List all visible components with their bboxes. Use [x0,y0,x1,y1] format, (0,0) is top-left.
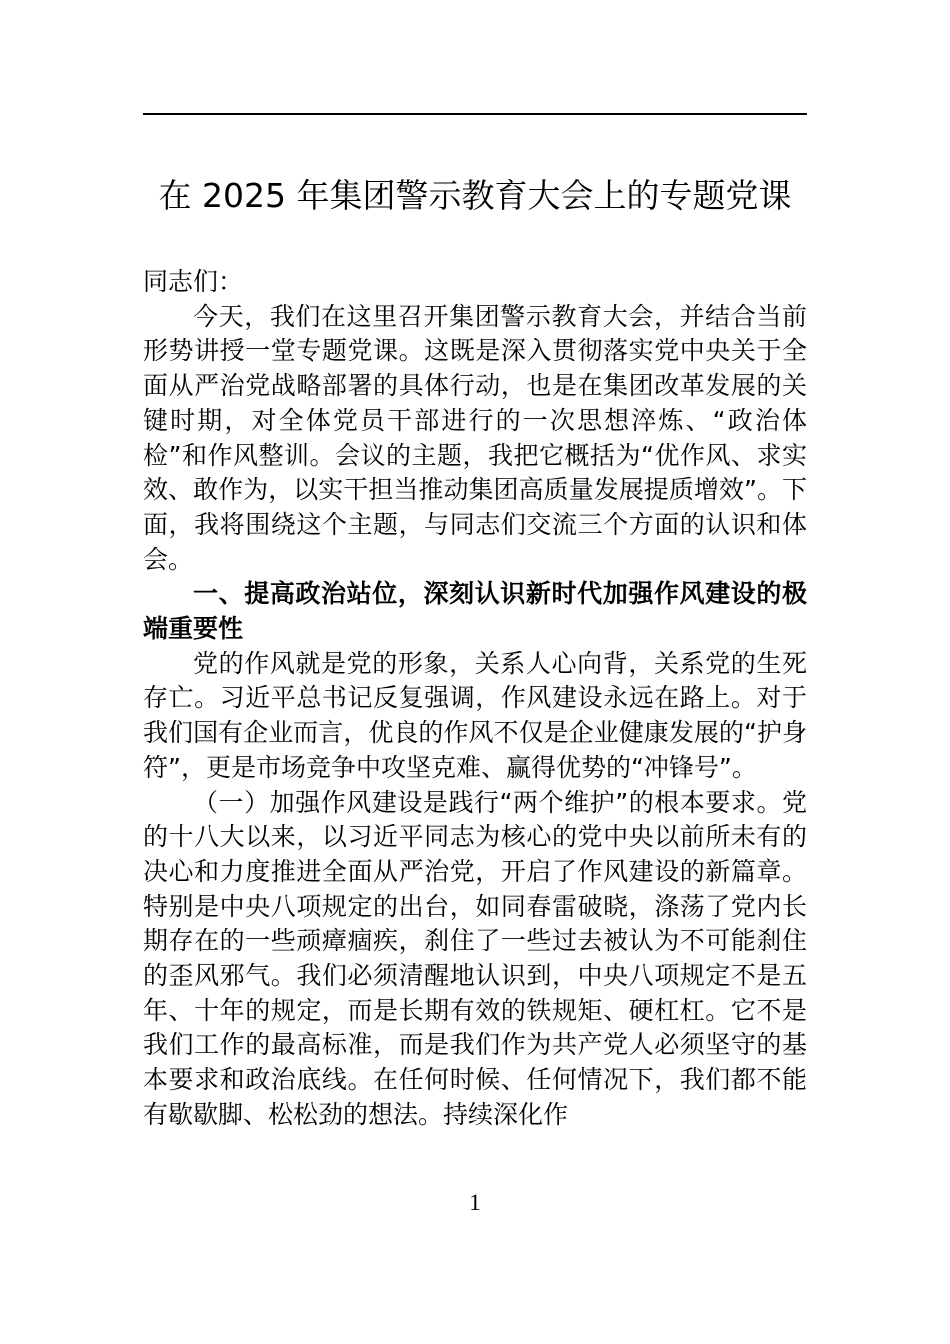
paragraph-subsection-1: （一）加强作风建设是践行“两个维护”的根本要求。党的十八大以来，以习近平同志为核心的党中央以前所未有的决心和力度推进全面从严治党，开启了作风建设的新篇章。特别是中央八项规定的出台，如同春雷破晓，涤荡了党内长期存在的一些顽瘴痼疾，刹住了一些过去被认为不可能刹住的歪风邪气。我们必须清醒地认识到，中央八项规定不是五年、十年的规定，而是长期有效的铁规矩、硬杠杠。它不是我们工作的最高标准，而是我们作为共产党人必须坚守的基本要求和政治底线。在任何时候、任何情况下，我们都不能有歇歇脚、松松劲的想法。持续深化作 [143,787,807,1129]
salutation: 同志们： [143,267,244,296]
document-title: 在 2025 年集团警示教育大会上的专题党课 [158,176,792,215]
paragraph-intro: 今天，我们在这里召开集团警示教育大会，并结合当前形势讲授一堂专题党课。这既是深入贯彻落实党中央关于全面从严治党战略部署的具体行动，也是在集团改革发展的关键时期，对全体党员干部进行的一次思想淬炼、“政治体检”和作风整训。会议的主题，我把它概括为“优作风、求实效、敢作为，以实干担当推动集团高质量发展提质增效”。下面，我将围绕这个主题，与同志们交流三个方面的认识和体会。 [143,301,807,574]
document-body [143,265,807,1133]
section-heading-1: 一、提高政治站位，深刻认识新时代加强作风建设的极端重要性 [143,579,807,644]
header-rule [143,113,807,115]
page-number: 1 [469,1190,481,1215]
paragraph-section-1: 党的作风就是党的形象，关系人心向背，关系党的生死存亡。习近平总书记反复强调，作风建设永远在路上。对于我们国有企业而言，优良的作风不仅是企业健康发展的“护身符”，更是市场竞争中攻坚克难、赢得优势的“冲锋号”。 [143,648,807,782]
